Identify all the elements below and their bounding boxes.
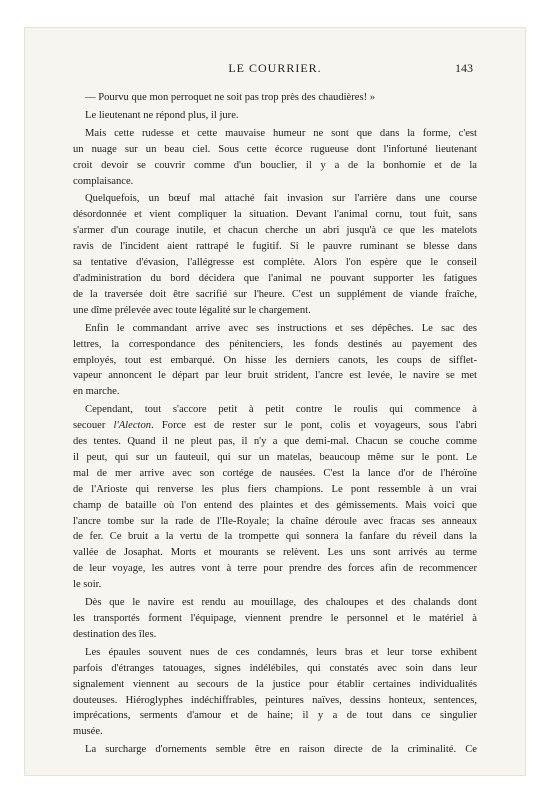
text-line: destination des îles. [73,628,157,640]
text-line: l'ancre tombe sur la rade de l'Ile-Royale; la chaîne déroule avec fracas ses anneaux [73,515,477,527]
text-line: un nuage sur un beau ciel. Sous cette écorce rugueuse dont l'infortuné lieutenant [73,143,477,155]
text-line: parfois d'étranges tatouages, signes indélébiles, qui constatés avec soin dans leur [73,662,477,674]
text-line: Le lieutenant ne répond plus, il jure. [85,109,239,121]
text-line: désordonnée et vient compliquer la situation. Devant l'animal cornu, tout fuit, sans [73,209,477,221]
page-number: 143 [455,61,473,75]
paragraph [73,191,477,318]
text-line: Mais cette rudesse et cette mauvaise humeur ne sont que dans la forme, c'est [85,127,477,139]
paragraph [73,595,477,643]
text-line: employés, tout est embarqué. On hisse les derniers canots, les coups de sifflet- [73,354,477,366]
text-line: Dès que le navire est rendu au mouillage, des chaloupes et des chalands dont [85,597,477,609]
text-line: lettres, la correspondance des pénitenciers, les fonds destinés au payement des [73,338,477,350]
paragraph [73,645,477,740]
text-line: douteuses. Hiéroglyphes indéchiffrables, peintures naïves, dessins honteux, sentences, [73,694,477,706]
text-line: des tentes. Quand il ne pleut pas, il n'y a que demi-mal. Chacun se couche comme [73,436,477,448]
text-line: secouer l'Alecton. Force est de rester sur le pont, colis et voyageurs, sous l'abri [73,420,477,432]
paragraph [73,126,477,190]
book-page [25,28,525,775]
paragraph [73,90,477,106]
text-line: les transportés forment l'équipage, viennent prendre le personnel et le matériel à [73,613,477,624]
text-line: le soir. [73,579,102,591]
text-line: sa tentative d'évasion, l'allégresse est complète. Alors l'on espère que le conseil [73,257,477,269]
text-line: La surcharge d'ornements semble être en raison directe de la criminalité. Ce [85,744,477,756]
text-line: il peut, qui sur un fauteuil, qui sur un matelas, beaucoup même sur le pont. Le [73,451,477,463]
paragraph [73,108,477,124]
text-line: vapeur annoncent le départ par leur bruit strident, l'ancre est levée, le navire se met [73,370,477,382]
text-line: imprécations, serments d'amour et de haine; il y a de tout dans ce singulier [73,710,477,722]
text-line: — Pourvu que mon perroquet ne soit pas trop près des chaudières! » [85,92,376,103]
text-line: mal de mer arrive avec son cortége de nausées. C'est la lance d'or de l'héroïne [73,467,477,479]
text-line: croit devoir se couvrir comme d'un bouclier, il y a de la bonhomie et de la [73,159,477,171]
text-line: une dîme prélevée avec toute légalité sur le chargement. [73,304,311,316]
text-line: de fer. Ce bruit a la vertu de la trompette qui sonnera la fanfare du réveil dans la [73,531,477,543]
body-text [73,90,477,760]
text-line: Quelquefois, un bœuf mal attaché fait invasion sur l'arrière dans une course [85,193,477,205]
text-line: s'armer d'un courage inutile, et chacun cherche un abri jusqu'à ce que les matelots [73,225,477,237]
text-line: champ de bataille où l'on entend des plaintes et des gémissements. Mais voici que [73,499,477,511]
paragraph [73,402,477,593]
text-line: Les épaules souvent nues de ces condamnés, leurs bras et leur torse exhibent [85,646,477,658]
text-line: vallée de Josaphat. Morts et mourants se relèvent. Les uns sont arrivés au terme [73,547,477,559]
text-line: d'administration du bord décidera que l'animal ne pouvant supporter les fatigues [73,272,477,284]
paragraph [73,321,477,401]
text-line: de l'Arioste qui renverse les plus fiers champions. Le pont ressemble à un vrai [73,483,477,495]
text-line: Enfin le commandant arrive avec ses instructions et ses dépêches. Le sac des [85,322,477,334]
text-line: de leur voyage, les autres vont à terre pour prendre des forces afin de recommencer [73,563,477,575]
text-line: ravis de l'incident aient rattrapé le fugitif. Si le pauvre ruminant se blesse dans [73,241,477,253]
text-line: complaisance. [73,175,134,187]
text-line: de la traversée doit être sacrifié sur l'heure. C'est un supplément de viande fraîche, [73,288,477,300]
page-header [25,61,525,81]
text-line: signalement viennent au secours de la justice pour établir certaines individualités [73,678,477,690]
running-title: LE COURRIER. [228,61,322,75]
text-line: en marche. [73,386,120,398]
paragraph [73,742,477,758]
text-line: musée. [73,726,103,738]
text-line: Cependant, tout s'accore petit à petit contre le roulis qui commence à [85,404,477,416]
